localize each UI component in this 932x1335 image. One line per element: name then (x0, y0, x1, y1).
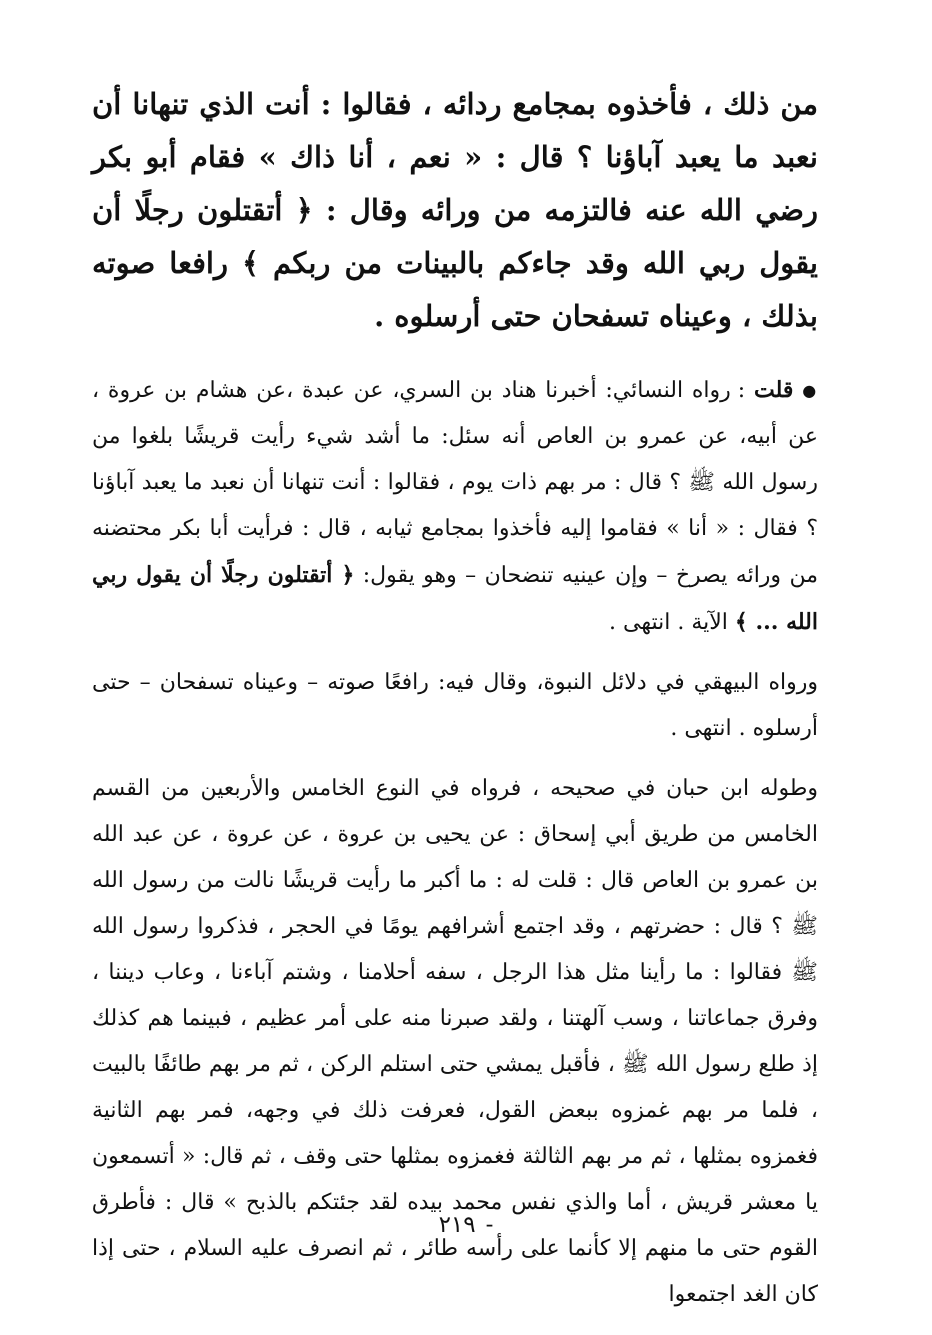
main-text-block: من ذلك ، فأخذوه بمجامع ردائه ، فقالوا : أنت الذي تنهانا أن نعبد ما يعبد آباؤنا ؟ قال : « نعم ، أنا ذاك » فقام أبو بكر رضي الله عنه فالتزمه من ورائه وقال : ﴿ أتقتلون رجلًا أن يقول ربي الله وقد جاءكم بالبينات من ربكم ﴾ رافعا صوته بذلك ، وعيناه تسفحان حتى أرسلوه . (92, 87, 818, 333)
bullet-icon: ● (802, 381, 818, 400)
page-body (92, 78, 818, 1318)
note-text: : رواه النسائي: أخبرنا هناد بن السري، عن عبدة ،عن هشام بن عروة ، عن أبيه، عن عمرو بن العاص أنه سئل: ما أشد شيء رأيت قريشًا بلغوا من رسول الله ﷺ ؟ قال : مر بهم ذات يوم ، فقالوا : أنت تنهانا أن نعبد ما يعبد آباؤنا ؟ فقال : « أنا » فقاموا إليه فأخذوا بمجامع ثيابه ، قال : فرأيت أبا بكر محتضنه من ورائه يصرخ – وإن عينيه تنضحان – وهو يقول: (92, 378, 818, 588)
note-lead: قلت (753, 377, 794, 403)
page-number-value: ٢١٩ (438, 1212, 476, 1238)
note-paragraph-3: وطوله ابن حبان في صحيحه ، فرواه في النوع الخامس والأربعين من القسم الخامس من طريق أبي إسحاق : عن يحيى بن عروة ، عن عروة ، عن عبد الله بن عمرو بن العاص قال : قلت له : ما أكبر ما رأيت قريشًا نالت من رسول الله ﷺ ؟ قال : حضرتهم ، وقد اجتمع أشرافهم يومًا في الحجر ، فذكروا رسول الله ﷺ فقالوا : ما رأينا مثل هذا الرجل ، سفه أحلامنا ، وشتم آباءنا ، وعاب ديننا ، وفرق جماعاتنا ، وسب آلهتنا ، ولقد صبرنا منه على أمر عظيم ، فبينما هم كذلك إذ طلع رسول الله ﷺ ، فأقبل يمشي حتى استلم الركن ، ثم مر بهم طائفًا بالبيت ، فلما مر بهم غمزوه ببعض القول، فعرفت ذلك في وجهه، فمر بهم الثانية فغمزوه بمثلها ، ثم مر بهم الثالثة فغمزوه بمثلها حتى وقف ، ثم قال: « أتسمعون يا معشر قريش ، أما والذي نفس محمد بيده لقد جئتكم بالذبح » قال : فأطرق القوم حتى ما منهم إلا كأنما على رأسه طائر ، ثم انصرف عليه السلام ، حتى إذا كان الغد اجتمعوا (92, 776, 818, 1307)
note-paragraph-1 (92, 367, 818, 646)
page-number-dash: - (485, 1212, 494, 1238)
note-end: الآية . انتهى . (609, 610, 728, 635)
page-number (0, 1212, 932, 1238)
note-verse: ﴿ أتقتلون رجلًا أن يقول ربي الله ... ﴾ (92, 562, 818, 635)
note-paragraph-2: ورواه البيهقي في دلائل النبوة، وقال فيه: رافعًا صوته – وعيناه تسفحان – حتى أرسلوه . انتهى . (92, 670, 818, 741)
